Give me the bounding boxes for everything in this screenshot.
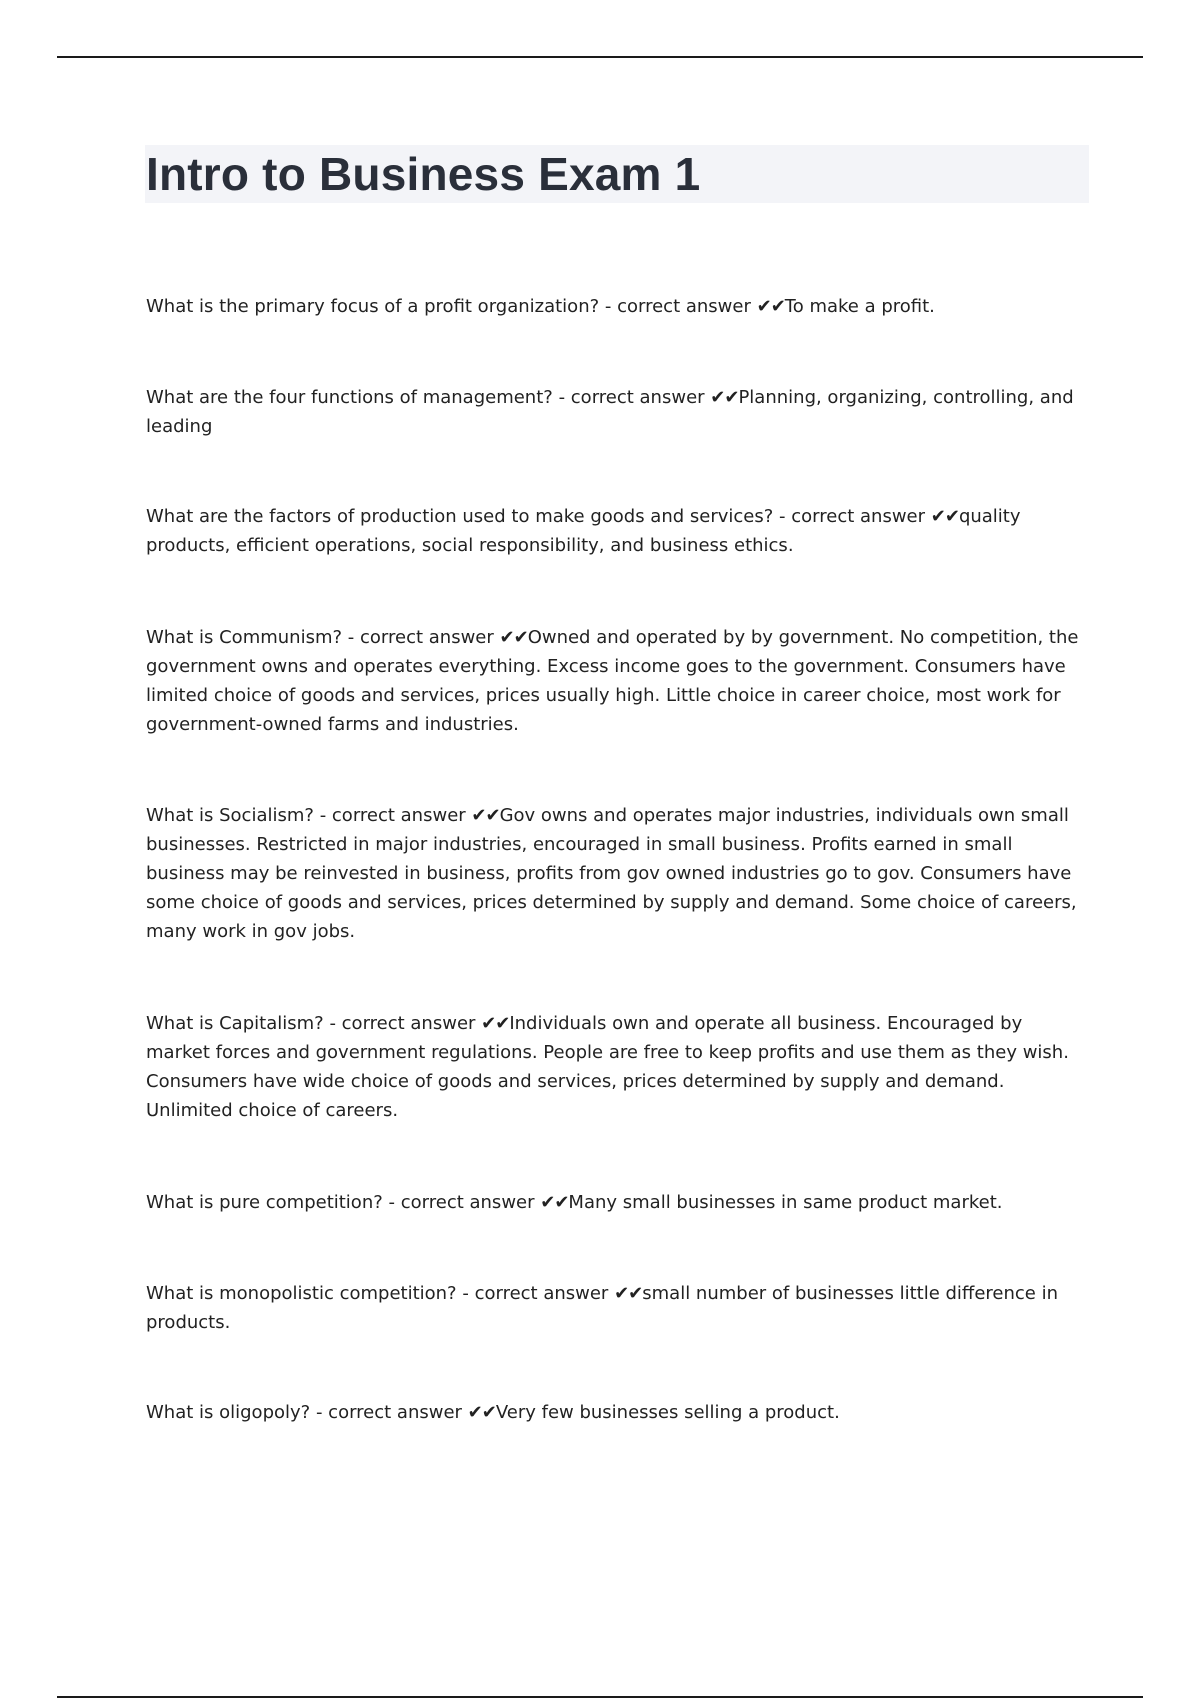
check-marks-icon: ✔✔ (540, 1192, 569, 1213)
check-marks-icon: ✔✔ (499, 627, 528, 648)
question-text: What is Capitalism? (146, 1013, 324, 1034)
answer-text: To make a profit. (784, 296, 935, 317)
answer-marker: - correct answer (779, 506, 926, 527)
qa-item (146, 1279, 1088, 1337)
answer-text: small number of businesses little difference in products. (146, 1283, 1058, 1333)
question-text: What are the factors of production used to make goods and services? (146, 506, 774, 527)
check-marks-icon: ✔✔ (710, 387, 739, 408)
question-text: What is pure competition? (146, 1192, 383, 1213)
answer-marker: - correct answer (347, 627, 494, 648)
page-bottom-rule (57, 1696, 1143, 1698)
qa-item (146, 1398, 1088, 1427)
question-text: What is the primary focus of a profit organization? (146, 296, 600, 317)
qa-item (146, 502, 1088, 560)
check-marks-icon: ✔✔ (756, 296, 785, 317)
check-marks-icon: ✔✔ (481, 1013, 510, 1034)
answer-text: Owned and operated by by government. No competition, the government owns and operates everything. Excess income goes to the government. Consumers have limited choice of goods and services, prices usually high. Little choice in career choice, most work for government-owned farms and industries. (146, 627, 1079, 735)
answer-marker: - correct answer (319, 805, 466, 826)
qa-item (146, 383, 1088, 441)
answer-text: Gov owns and operates major industries, individuals own small businesses. Restricted in major industries, encouraged in small business. Profits earned in small business may be reinvested in business, profits from gov owned industries go to gov. Consumers have some choice of goods and services, prices determined by supply and demand. Some choice of careers, many work in gov jobs. (146, 805, 1077, 942)
question-text: What is Socialism? (146, 805, 314, 826)
question-text: What is Communism? (146, 627, 343, 648)
page-top-rule (57, 56, 1143, 58)
answer-text: Planning, organizing, controlling, and leading (146, 387, 1074, 437)
check-marks-icon: ✔✔ (614, 1283, 643, 1304)
question-text: What is monopolistic competition? (146, 1283, 457, 1304)
question-text: What are the four functions of management? (146, 387, 553, 408)
answer-text: Very few businesses selling a product. (495, 1402, 840, 1423)
answer-marker: - correct answer (604, 296, 751, 317)
check-marks-icon: ✔✔ (930, 506, 959, 527)
qa-item (146, 1009, 1088, 1125)
qa-item (146, 623, 1088, 739)
answer-marker: - correct answer (388, 1192, 535, 1213)
qa-item (146, 801, 1088, 946)
question-text: What is oligopoly? (146, 1402, 311, 1423)
check-marks-icon: ✔✔ (467, 1402, 496, 1423)
answer-marker: - correct answer (462, 1283, 609, 1304)
answer-marker: - correct answer (558, 387, 705, 408)
answer-text: Individuals own and operate all business. Encouraged by market forces and government regulations. People are free to keep profits and use them as they wish. Consumers have wide choice of goods and services, prices determined by supply and demand. Unlimited choice of careers. (146, 1013, 1069, 1121)
page-title: Intro to Business Exam 1 (146, 148, 701, 200)
qa-item (146, 1188, 1088, 1217)
qa-item (146, 292, 1088, 321)
answer-text: Many small businesses in same product market. (568, 1192, 1003, 1213)
answer-text: quality products, efficient operations, social responsibility, and business ethics. (146, 506, 1021, 556)
answer-marker: - correct answer (315, 1402, 462, 1423)
answer-marker: - correct answer (329, 1013, 476, 1034)
check-marks-icon: ✔✔ (471, 805, 500, 826)
